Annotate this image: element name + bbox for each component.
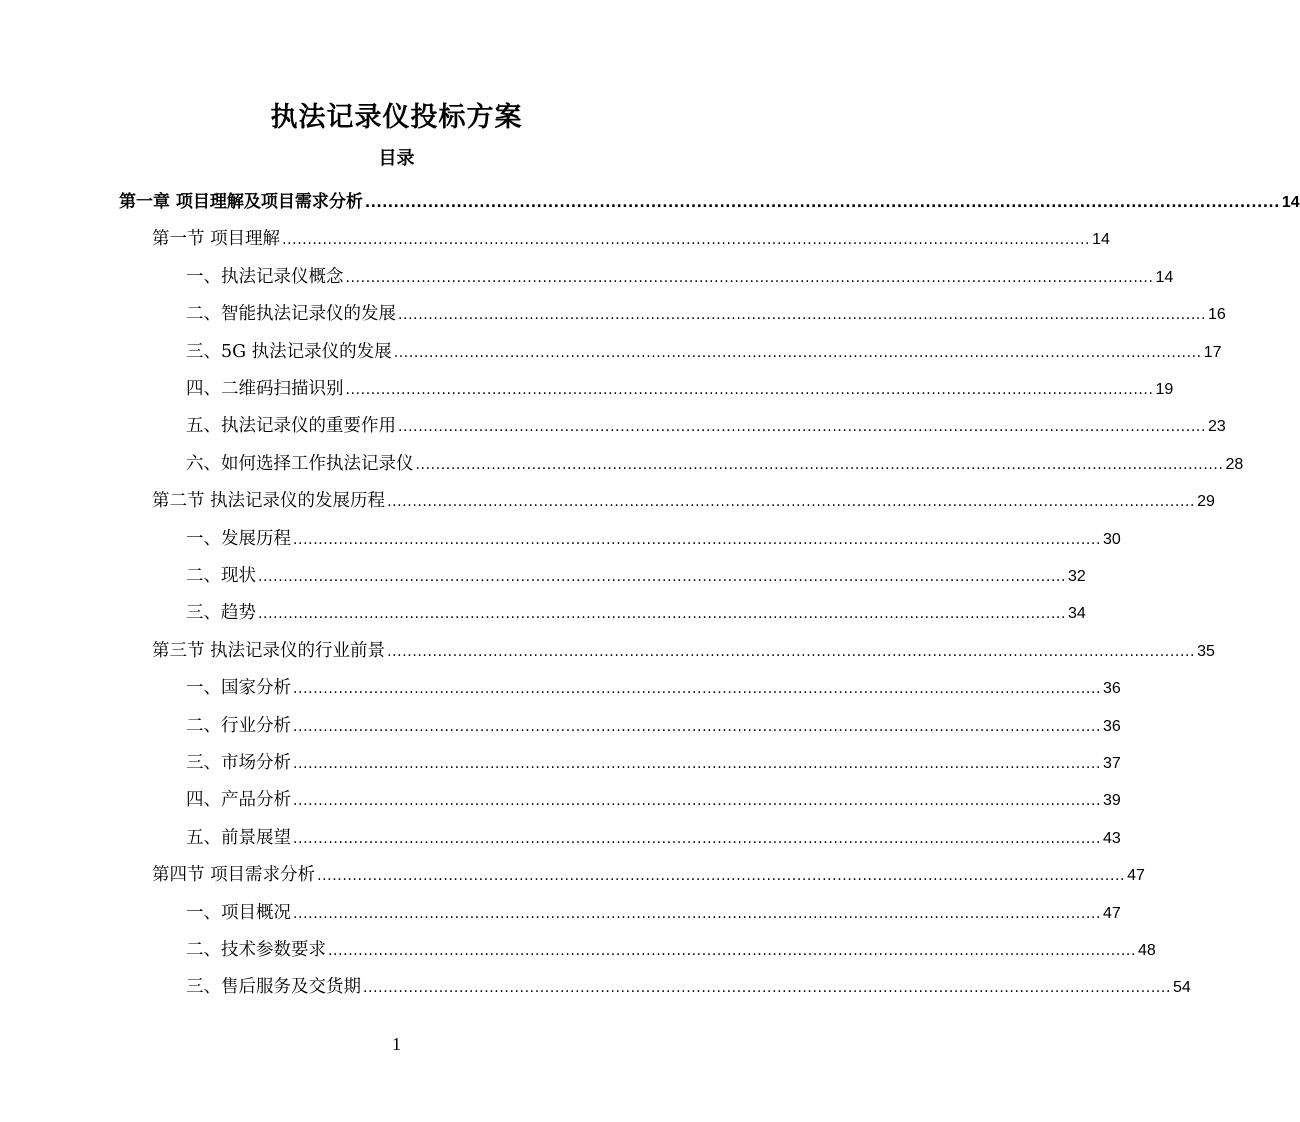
toc-entry-page: 36 — [1103, 717, 1121, 735]
toc-entry-label: 三、5G 执法记录仪的发展 — [186, 341, 392, 362]
toc-entry-page: 47 — [1103, 904, 1121, 922]
toc-dot-leader: ................................................................................................................................................................ — [293, 681, 1102, 698]
toc-entry[interactable] — [119, 186, 1300, 218]
toc-entry-label: 四、二维码扫描识别 — [186, 379, 344, 399]
toc-entry-page: 39 — [1103, 792, 1121, 810]
toc-dot-leader: ................................................................................................................................................................ — [328, 943, 1137, 959]
toc-entry-page: 54 — [1173, 979, 1191, 997]
toc-entry-page: 28 — [1225, 455, 1244, 473]
toc-entry-label: 二、智能执法记录仪的发展 — [186, 304, 396, 325]
toc-entry-label: 三、市场分析 — [186, 753, 291, 773]
toc-entry[interactable] — [186, 597, 1086, 629]
toc-dot-leader: ................................................................................................................................................................ — [282, 232, 1091, 249]
toc-dot-leader: ................................................................................................................................................................ — [363, 980, 1172, 997]
toc-entry-label: 三、售后服务及交货期 — [186, 977, 361, 998]
toc-entry[interactable] — [186, 747, 1121, 779]
toc-dot-leader: ................................................................................................................................................................ — [258, 606, 1067, 623]
toc-entry-page: 17 — [1203, 343, 1222, 361]
toc-dot-leader: ................................................................................................................................................................ — [293, 793, 1102, 810]
toc-entry[interactable] — [186, 261, 1174, 293]
toc-entry[interactable] — [152, 859, 1145, 891]
toc-entry-page: 29 — [1197, 493, 1215, 511]
toc-dot-leader: ................................................................................................................................................................ — [317, 868, 1126, 885]
toc-dot-leader: ................................................................................................................................................................ — [293, 756, 1102, 772]
toc-entry-label: 一、国家分析 — [186, 678, 291, 699]
toc-entry-page: 37 — [1103, 755, 1121, 772]
document-title: 执法记录仪投标方案 — [270, 102, 523, 133]
toc-entry-label: 一、执法记录仪概念 — [186, 266, 344, 287]
toc-dot-leader: ................................................................................................................................................................ — [258, 569, 1067, 585]
toc-entry-label: 第一节 项目理解 — [152, 229, 281, 250]
toc-entry-page: 35 — [1197, 642, 1215, 660]
toc-entry-label: 五、执法记录仪的重要作用 — [186, 416, 396, 437]
toc-entry-label: 第一章 项目理解及项目需求分析 — [119, 192, 363, 212]
toc-heading: 目录 — [378, 148, 415, 169]
toc-entry-label: 第三节 执法记录仪的行业前景 — [152, 640, 386, 661]
toc-entry[interactable] — [186, 672, 1121, 704]
toc-entry-page: 19 — [1155, 381, 1174, 398]
toc-dot-leader: ................................................................................................................................................................ — [387, 643, 1196, 660]
toc-dot-leader: ................................................................................................................................................................ — [293, 718, 1102, 735]
toc-entry-page: 23 — [1208, 418, 1226, 436]
toc-entry[interactable] — [186, 822, 1121, 854]
toc-entry[interactable] — [186, 410, 1226, 442]
toc-entry[interactable] — [152, 635, 1215, 667]
toc-entry[interactable] — [186, 784, 1121, 816]
toc-entry[interactable] — [186, 710, 1121, 742]
toc-entry-page: 14 — [1092, 231, 1110, 249]
toc-dot-leader: ................................................................................................................................................................ — [398, 307, 1207, 324]
toc-entry-page: 14 — [1281, 194, 1300, 211]
toc-entry-label: 二、行业分析 — [186, 715, 291, 736]
toc-entry[interactable] — [186, 897, 1121, 929]
toc-entry-label: 第四节 项目需求分析 — [152, 865, 316, 886]
toc-entry[interactable] — [152, 223, 1110, 255]
toc-entry-label: 四、产品分析 — [186, 790, 291, 811]
toc-entry[interactable] — [186, 448, 1244, 480]
toc-entry[interactable] — [186, 971, 1191, 1003]
page-number: 1 — [392, 1034, 401, 1054]
toc-entry-page: 30 — [1103, 530, 1121, 548]
toc-dot-leader: ................................................................................................................................................................ — [398, 419, 1207, 436]
toc-entry-label: 二、技术参数要求 — [186, 940, 326, 960]
toc-entry[interactable] — [152, 485, 1215, 517]
toc-entry-page: 34 — [1068, 605, 1086, 623]
toc-entry[interactable] — [186, 934, 1156, 966]
toc-entry-label: 一、发展历程 — [186, 528, 291, 549]
toc-entry-label: 六、如何选择工作执法记录仪 — [186, 453, 414, 474]
toc-entry[interactable] — [186, 373, 1174, 405]
toc-entry-page: 14 — [1155, 268, 1174, 286]
toc-dot-leader: ................................................................................................................................................................ — [293, 531, 1102, 548]
toc-entry-label: 一、项目概况 — [186, 902, 291, 923]
toc-entry-label: 五、前景展望 — [186, 827, 291, 848]
toc-entry[interactable] — [186, 523, 1121, 555]
toc-dot-leader: ................................................................................................................................................................ — [345, 382, 1154, 398]
toc-dot-leader: ................................................................................................................................................................ — [364, 195, 1280, 211]
toc-dot-leader: ................................................................................................................................................................ — [387, 494, 1196, 511]
toc-dot-leader: ................................................................................................................................................................ — [293, 830, 1102, 847]
toc-entry-page: 43 — [1103, 829, 1121, 847]
toc-entry-label: 三、趋势 — [186, 603, 256, 624]
toc-entry-label: 二、现状 — [186, 566, 256, 586]
toc-entry-page: 32 — [1068, 568, 1086, 585]
toc-entry[interactable] — [186, 560, 1086, 592]
toc-entry-page: 48 — [1138, 942, 1156, 959]
toc-dot-leader: ................................................................................................................................................................ — [393, 344, 1202, 361]
toc-entry-page: 36 — [1103, 680, 1121, 698]
toc-entry-label: 第二节 执法记录仪的发展历程 — [152, 491, 386, 512]
toc-entry-page: 16 — [1208, 306, 1226, 324]
toc-dot-leader: ................................................................................................................................................................ — [415, 456, 1224, 473]
toc-entry[interactable] — [186, 336, 1222, 368]
toc-dot-leader: ................................................................................................................................................................ — [293, 905, 1102, 922]
toc-entry-page: 47 — [1127, 867, 1145, 885]
toc-entry[interactable] — [186, 298, 1226, 330]
toc-dot-leader: ................................................................................................................................................................ — [345, 269, 1154, 286]
